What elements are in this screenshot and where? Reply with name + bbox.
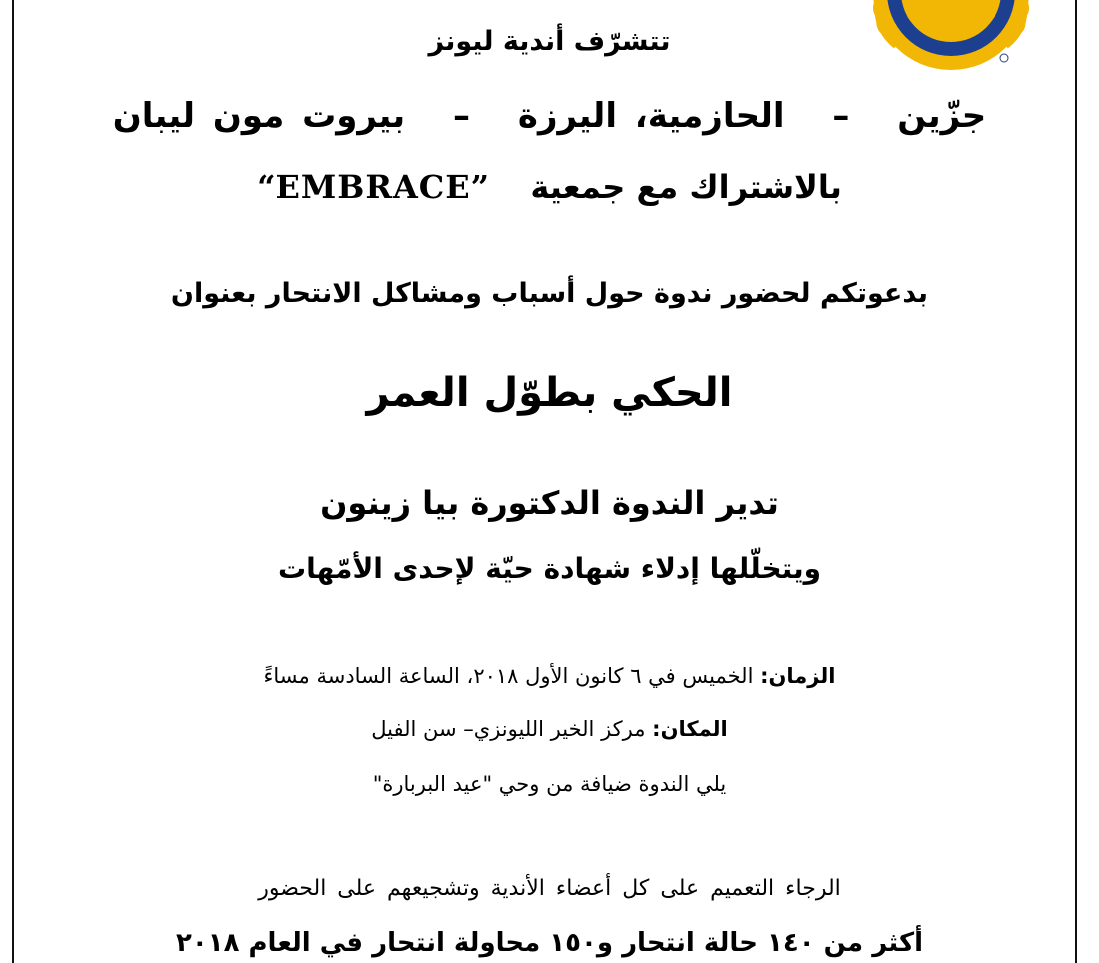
time-value: الخميس في ٦ كانون الأول ٢٠١٨، الساعة السادسة مساءً (263, 664, 761, 688)
separator: – (453, 96, 471, 136)
partnership-prefix: بالاشتراك مع جمعية (530, 168, 842, 206)
club-jezzine: جزّين (897, 96, 987, 136)
seminar-title: الحكي بطوّل العمر (366, 370, 733, 416)
club-hazmieh-yarze: الحازمية، اليرزة (517, 96, 785, 136)
distribution-request: الرجاء التعميم على كل أعضاء الأندية وتشجيعهم على الحضور (258, 876, 841, 901)
partnership-line (0, 168, 1099, 206)
testimony-line: ويتخلّلها إدلاء شهادة حيّة لإحدى الأمّهات (277, 552, 822, 585)
time-label: الزمان: (760, 664, 836, 688)
intro-line: تتشرّف أندية ليونز (428, 26, 671, 57)
place-label: المكان: (652, 717, 728, 741)
embrace-name: “EMBRACE” (257, 168, 491, 206)
separator: – (832, 96, 850, 136)
svg-text:INTERNATIONAL: INTERNATIONAL (904, 9, 998, 44)
moderator-line: تدير الندوة الدكتورة بيا زينون (320, 484, 779, 522)
page-border-right (1075, 0, 1077, 963)
invitation-text: بدعوتكم لحضور ندوة حول أسباب ومشاكل الانتحار بعنوان (170, 278, 929, 309)
page-border-left (12, 0, 14, 963)
statistics-line: أكثر من ١٤٠ حالة انتحار و١٥٠ محاولة انتحار في العام ٢٠١٨ (175, 928, 924, 958)
place-line (0, 717, 1099, 741)
clubs-line (0, 96, 1099, 136)
place-value: مركز الخير الليونزي– سن الفيل (371, 717, 653, 741)
club-beirut-mont-liban: بيروت مون ليبان (112, 96, 406, 136)
time-line (0, 664, 1099, 688)
reception-line: يلي الندوة ضيافة من وحي "عيد البربارة" (372, 772, 727, 796)
